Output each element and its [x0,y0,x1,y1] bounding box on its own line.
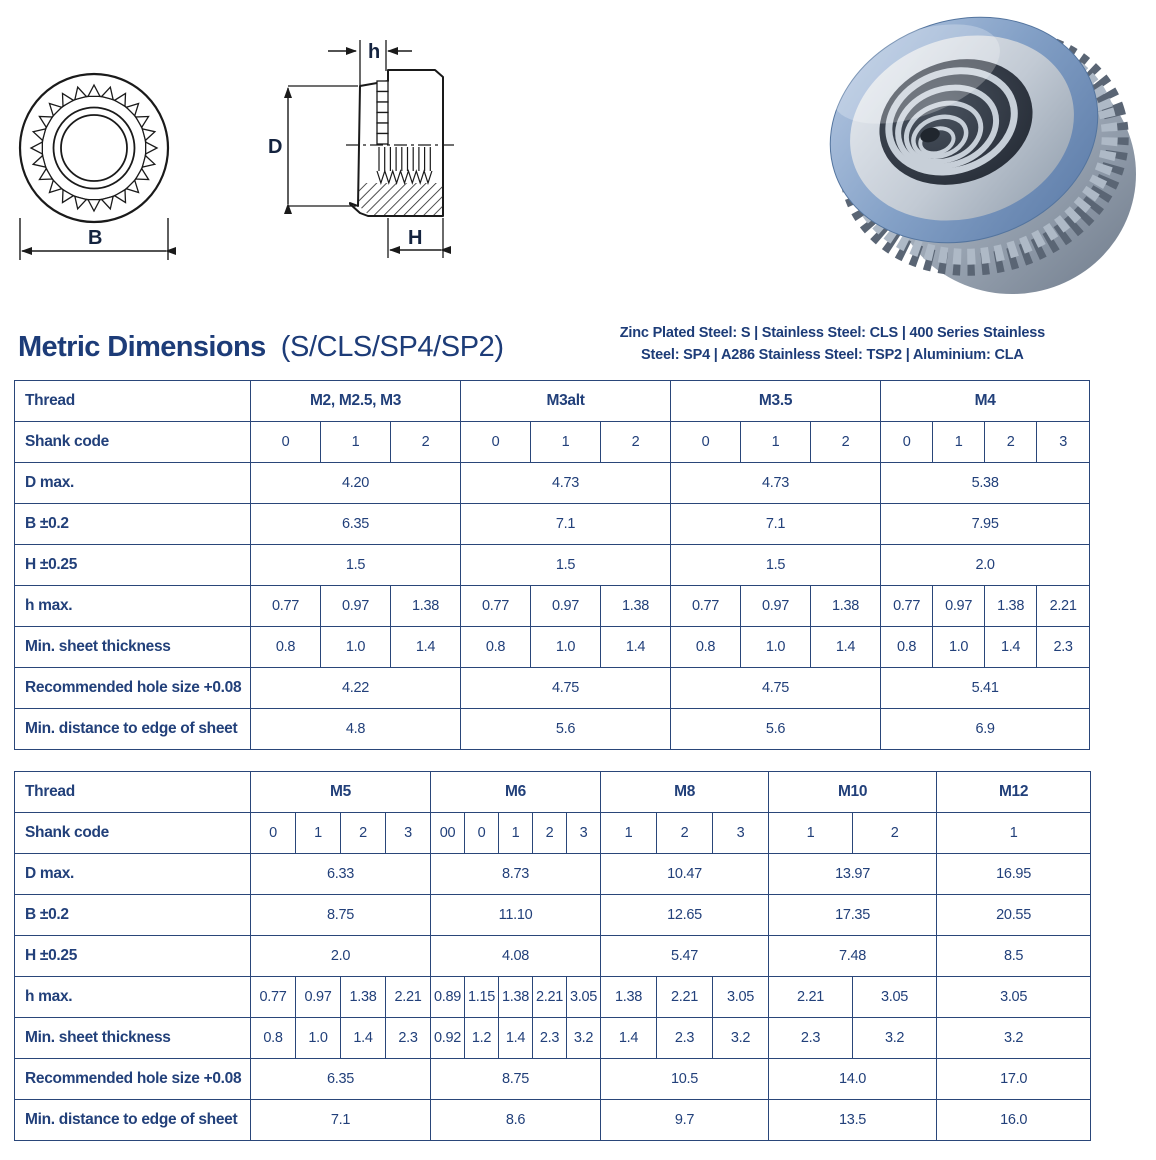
row-label: H ±0.25 [15,936,251,977]
value-cell: 0 [671,422,741,463]
serration-tooth [146,142,157,154]
dim-label-H: H [408,227,423,249]
serration-tooth [49,180,61,192]
value-cell: 2 [811,422,881,463]
serration-tooth [126,180,138,192]
value-cell: 1.5 [251,545,461,586]
thread-group-header: M8 [601,772,769,813]
front-view-drawing [10,48,182,300]
value-cell: 16.0 [937,1100,1091,1141]
value-cell: 4.8 [251,709,461,750]
value-cell: 7.1 [251,1100,431,1141]
value-cell: 0.97 [933,586,985,627]
value-cell: 3.05 [713,977,769,1018]
value-cell: 4.75 [461,668,671,709]
value-cell: 12.65 [601,895,769,936]
product-photo-3d-nut [812,2,1148,304]
value-cell: 8.6 [431,1100,601,1141]
value-cell: 1.15 [465,977,499,1018]
value-cell: 2.21 [1037,586,1090,627]
value-cell: 2.3 [533,1018,567,1059]
value-cell: 1.5 [461,545,671,586]
table-row [15,545,1090,586]
value-cell: 1 [741,422,811,463]
value-cell: 7.95 [881,504,1090,545]
row-label: Recommended hole size +0.08 [15,1059,251,1100]
value-cell: 8.75 [251,895,431,936]
value-cell: 0.77 [251,977,296,1018]
side-view-drawing [262,20,468,278]
value-cell: 5.6 [461,709,671,750]
value-cell: 6.35 [251,504,461,545]
value-cell: 7.48 [769,936,937,977]
table-row [15,586,1090,627]
table-row [15,936,1091,977]
value-cell: 1.0 [933,627,985,668]
value-cell: 11.10 [431,895,601,936]
value-cell: 4.73 [671,463,881,504]
serration-tooth [136,117,149,128]
table-row [15,895,1091,936]
metric-table-large-threads [14,771,1091,1141]
value-cell: 13.5 [769,1100,937,1141]
value-cell: 1.38 [341,977,386,1018]
value-cell: 4.20 [251,463,461,504]
value-cell: 7.1 [461,504,671,545]
value-cell: 2 [391,422,461,463]
value-cell: 0 [881,422,933,463]
serration-tooth [88,200,100,211]
value-cell: 5.47 [601,936,769,977]
row-label: H ±0.25 [15,545,251,586]
value-cell: 0.97 [296,977,341,1018]
value-cell: 4.22 [251,668,461,709]
thread-group-header: M5 [251,772,431,813]
value-cell: 8.5 [937,936,1091,977]
value-cell: 1 [531,422,601,463]
value-cell: 1.0 [741,627,811,668]
value-cell: 2.3 [1037,627,1090,668]
value-cell: 3 [386,813,431,854]
value-cell: 3 [567,813,601,854]
row-label: Min. distance to edge of sheet [15,709,251,750]
row-label: Shank code [15,813,251,854]
value-cell: 2.21 [533,977,567,1018]
row-label: Min. sheet thickness [15,1018,251,1059]
page-title-main: Metric Dimensions [18,331,266,363]
value-cell: 17.35 [769,895,937,936]
value-cell: 1.0 [296,1018,341,1059]
dim-label-h: h [368,41,381,63]
thread-hole-inner-circle [61,115,127,181]
serration-tooth [33,129,46,141]
value-cell: 4.73 [461,463,671,504]
row-label: Thread [15,381,251,422]
serration-tooth [142,156,155,168]
value-cell: 1.4 [811,627,881,668]
value-cell: 2 [853,813,937,854]
value-cell: 4.75 [671,668,881,709]
dim-label-d: D [268,136,283,158]
serration-tooth [75,87,87,100]
value-cell: 0.8 [251,627,321,668]
row-label: Min. distance to edge of sheet [15,1100,251,1141]
value-cell: 13.97 [769,854,937,895]
value-cell: 0 [465,813,499,854]
value-cell: 0.92 [431,1018,465,1059]
value-cell: 1 [601,813,657,854]
value-cell: 3.05 [567,977,601,1018]
row-label: Thread [15,772,251,813]
table-row [15,504,1090,545]
materials-line-2: Steel: SP4 | A286 Stainless Steel: TSP2 | Aluminium: CLA [641,346,1024,363]
row-label: Min. sheet thickness [15,627,251,668]
thread-group-header: M2, M2.5, M3 [251,381,461,422]
value-cell: 3.05 [853,977,937,1018]
value-cell: 1 [499,813,533,854]
value-cell: 14.0 [769,1059,937,1100]
value-cell: 5.38 [881,463,1090,504]
value-cell: 1.38 [499,977,533,1018]
table-row [15,854,1091,895]
value-cell: 1.38 [601,977,657,1018]
value-cell: 3 [713,813,769,854]
value-cell: 0 [251,422,321,463]
row-label: Recommended hole size +0.08 [15,668,251,709]
page-title [18,331,504,364]
value-cell: 3.05 [937,977,1091,1018]
value-cell: 2.0 [251,936,431,977]
metric-table-small-threads [14,380,1090,750]
value-cell: 1.4 [985,627,1037,668]
table-row [15,977,1091,1018]
value-cell: 2 [985,422,1037,463]
value-cell: 00 [431,813,465,854]
page-title-suffix: (S/CLS/SP4/SP2) [280,331,504,363]
value-cell: 1.0 [321,627,391,668]
value-cell: 1.2 [465,1018,499,1059]
value-cell: 1 [937,813,1091,854]
value-cell: 20.55 [937,895,1091,936]
value-cell: 3 [1037,422,1090,463]
serration-tooth [39,169,52,180]
value-cell: 0 [251,813,296,854]
value-cell: 2.21 [769,977,853,1018]
value-cell: 0.8 [881,627,933,668]
value-cell: 1 [933,422,985,463]
table-row [15,463,1090,504]
value-cell: 10.5 [601,1059,769,1100]
row-label: Shank code [15,422,251,463]
serration-profile [377,81,388,144]
serration-tooth [39,117,52,128]
dim-label-b: B [88,227,103,249]
thread-group-header: M12 [937,772,1091,813]
value-cell: 1.4 [499,1018,533,1059]
value-cell: 0.89 [431,977,465,1018]
value-cell: 2.0 [881,545,1090,586]
serration-tooth [102,196,114,209]
value-cell: 1.4 [391,627,461,668]
value-cell: 0.8 [251,1018,296,1059]
value-cell: 3.2 [567,1018,601,1059]
value-cell: 0.8 [461,627,531,668]
table-row [15,772,1091,813]
value-cell: 5.41 [881,668,1090,709]
row-label: D max. [15,463,251,504]
serration-tooth [63,190,74,203]
thread-group-header: M6 [431,772,601,813]
thread-group-header: M3.5 [671,381,881,422]
serration-tooth [88,85,100,96]
serration-tooth [33,156,46,168]
value-cell: 0.77 [881,586,933,627]
value-cell: 0.97 [321,586,391,627]
table-row [15,668,1090,709]
value-cell: 1.38 [985,586,1037,627]
value-cell: 0 [461,422,531,463]
table-row [15,627,1090,668]
value-cell: 0.77 [671,586,741,627]
value-cell: 2.3 [657,1018,713,1059]
serration-tooth [115,190,126,203]
table-row [15,1059,1091,1100]
table-row [15,381,1090,422]
value-cell: 2.3 [386,1018,431,1059]
value-cell: 2.21 [386,977,431,1018]
value-cell: 1.4 [601,627,671,668]
serration-tooth [75,196,87,209]
thread-group-header: M4 [881,381,1090,422]
value-cell: 17.0 [937,1059,1091,1100]
value-cell: 3.2 [853,1018,937,1059]
serration-tooth [63,93,74,106]
table-row [15,813,1091,854]
table-row [15,422,1090,463]
row-label: B ±0.2 [15,504,251,545]
value-cell: 3.2 [937,1018,1091,1059]
value-cell: 0.97 [741,586,811,627]
materials-note [620,323,1045,367]
value-cell: 9.7 [601,1100,769,1141]
value-cell: 2.21 [657,977,713,1018]
serration-tooth [142,129,155,141]
value-cell: 6.35 [251,1059,431,1100]
value-cell: 1 [296,813,341,854]
table-row [15,709,1090,750]
serration-tooth [102,87,114,100]
row-label: D max. [15,854,251,895]
thread-group-header: M3alt [461,381,671,422]
materials-line-1: Zinc Plated Steel: S | Stainless Steel: CLS | 400 Series Stainless [619,325,1045,341]
value-cell: 10.47 [601,854,769,895]
serration-tooth [31,142,42,154]
table-row [15,1100,1091,1141]
serration-tooth [49,103,61,115]
value-cell: 2 [657,813,713,854]
value-cell: 1.0 [531,627,601,668]
value-cell: 0.8 [671,627,741,668]
value-cell: 4.08 [431,936,601,977]
serration-teeth [31,85,157,211]
value-cell: 0.77 [251,586,321,627]
section-hatch [359,183,443,215]
value-cell: 1.38 [811,586,881,627]
thread-hole-outer-circle [54,108,135,189]
value-cell: 0.97 [531,586,601,627]
value-cell: 1 [769,813,853,854]
value-cell: 1.5 [671,545,881,586]
serration-tooth [136,169,149,180]
value-cell: 7.1 [671,504,881,545]
serration-tooth [115,93,126,106]
value-cell: 0.77 [461,586,531,627]
value-cell: 2 [533,813,567,854]
value-cell: 2 [341,813,386,854]
value-cell: 8.73 [431,854,601,895]
value-cell: 6.9 [881,709,1090,750]
table-row [15,1018,1091,1059]
value-cell: 1.4 [601,1018,657,1059]
value-cell: 5.6 [671,709,881,750]
value-cell: 1.4 [341,1018,386,1059]
value-cell: 2.3 [769,1018,853,1059]
row-label: h max. [15,977,251,1018]
row-label: h max. [15,586,251,627]
value-cell: 1.38 [391,586,461,627]
value-cell: 3.2 [713,1018,769,1059]
value-cell: 1.38 [601,586,671,627]
value-cell: 16.95 [937,854,1091,895]
row-label: B ±0.2 [15,895,251,936]
value-cell: 2 [601,422,671,463]
value-cell: 1 [321,422,391,463]
value-cell: 6.33 [251,854,431,895]
serration-tooth [126,103,138,115]
value-cell: 8.75 [431,1059,601,1100]
thread-group-header: M10 [769,772,937,813]
